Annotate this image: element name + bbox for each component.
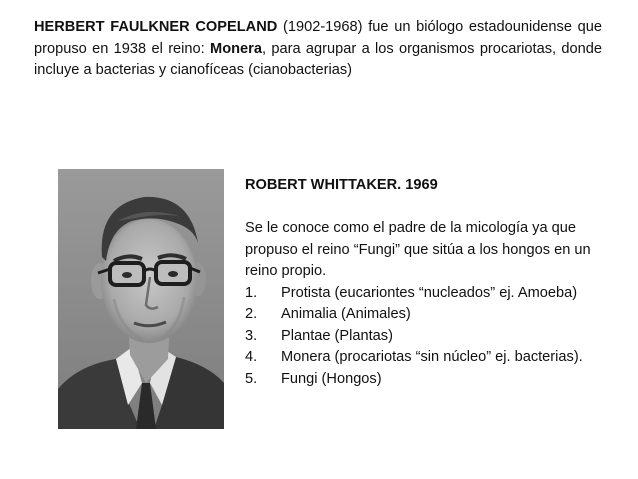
list-text: Plantae (Plantas) [281,327,393,344]
list-number: 5. [245,370,258,387]
whittaker-section [245,175,610,390]
copeland-name: HERBERT FAULKNER COPELAND [34,19,278,35]
list-text: Fungi (Hongos) [281,370,382,387]
whittaker-description: Se le conoce como el padre de la micología ya que propuso el reino “Fungi” que sitúa a los hongos en un reino propio. [245,220,591,279]
whittaker-heading: ROBERT WHITTAKER. 1969 [245,177,438,193]
copeland-kingdom: Monera [210,40,262,57]
list-item [245,304,610,326]
kingdom-list [245,283,610,391]
list-item [245,283,610,305]
copeland-text-a: (1902-1968) fue un biólogo estadounidense que propuso en 1938 el reino: [34,19,603,57]
list-item [245,326,610,348]
list-text: Monera (procariotas “sin núcleo” ej. bacterias). [281,349,583,365]
copeland-text-b: , para agrupar a los organismos procariotas, donde incluye a bacterias y cianofíceas (cianobacterias) [34,40,602,78]
list-text: Animalia (Animales) [281,306,411,322]
copeland-paragraph [34,17,602,82]
list-text: Protista (eucariontes “nucleados” ej. Amoeba) [281,284,578,301]
list-item [245,369,610,391]
list-number: 1. [245,284,258,301]
list-item [245,347,610,369]
list-number: 4. [245,349,258,365]
portrait-photo [58,169,224,429]
list-number: 3. [245,327,258,344]
list-number: 2. [245,306,258,322]
